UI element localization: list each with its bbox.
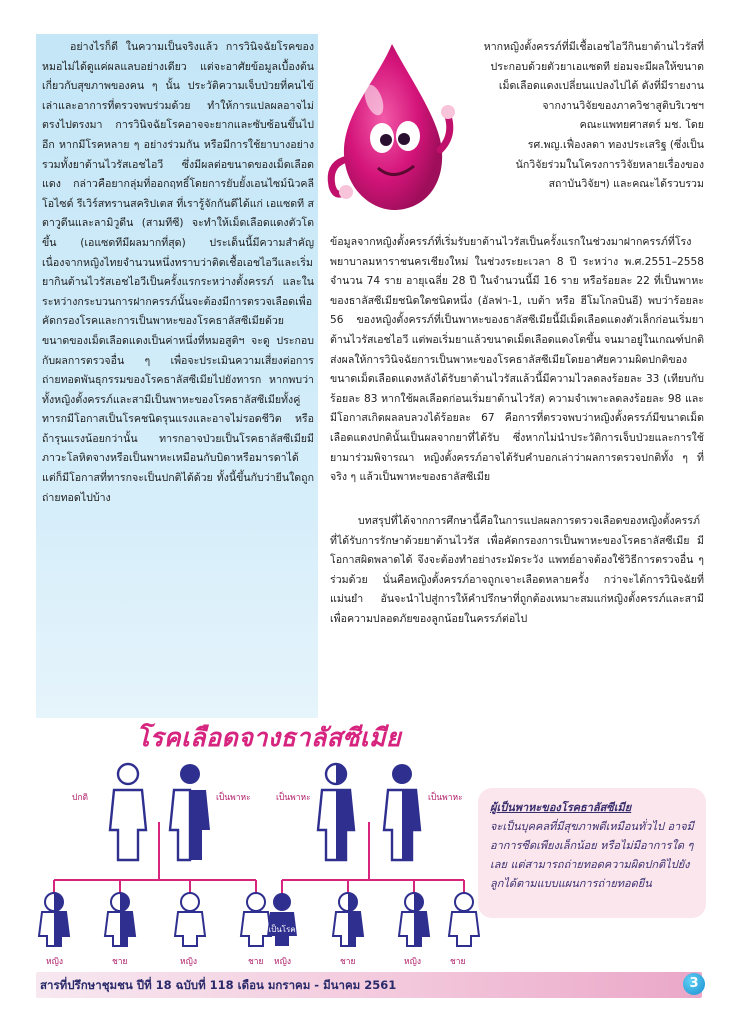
carrier-info-box [478,788,706,918]
right-child-label: หญิง [404,957,421,967]
right-mother-carrier-icon [384,764,420,860]
right-child-carrier-icon [333,893,363,946]
right-main-text [330,233,704,488]
left-child-normal-icon [175,893,205,946]
conclusion-paragraph: บทสรุปที่ได้จากการศึกษานี้คือในการแปลผลการตรวจเลือดของหญิงตั้งครรภ์ที่ได้รับการรักษาด้วยยาต้านไวรัส เพื่อคัดกรองการเป็นพาหะของโรคธาลัสซีเมีย มีโอกาสผิดพลาดได้ จึงจะต้องทำอย่างระมัดระวัง แพทย์อาจต้องใช้วิธีการตรวจอื่น ๆ ร่วมด้วย นั่นคือหญิงตั้งครรภ์อาจถูกเจาะเลือดหลายครั้ง กว่าจะได้การวินิจฉัยที่แม่นยำ อันจะนำไปสู่การให้คำปรึกษาที่ถูกต้องเหมาะสมแก่หญิงตั้งครรภ์และสามี เพื่อความปลอดภัยของลูกน้อยในครรภ์ต่อไป [330,515,704,625]
left-child-carrier-icon [39,893,69,946]
right-father-carrier-icon [318,764,354,860]
footer-text: สารที่ปรึกษาชุมชน ปีที่ 18 ฉบับที่ 118 เดือน มกราคม - มีนาคม 2561 [40,978,397,992]
left-paragraph: อย่างไรก็ดี ในความเป็นจริงแล้ว การวินิจฉัยโรคของหมอไม่ได้ดูแค่ผลแลบอย่างเดียว แต่จะอาศัยข้อมูลเบื้องต้นเกี่ยวกับสุขภาพของคน ๆ นั้น ประวัติความเจ็บป่วยที่คนไข้เล่าและอาการที่ตรวจพบร่วมด้วย ทำให้การแปลผลอาจไม่ตรงไปตรงมา การวินิจฉัยโรคอาจจะยากและซับซ้อนขึ้นไปอีก หากมีโรคหลาย ๆ อย่างร่วมกัน หรือมีการใช้ยาบางอย่างรวมทั้งยาต้านไวรัสเอชไอวี ซึ่งมีผลต่อขนาดของเม็ดเลือดแดง กล่าวคือยากลุ่มที่ออกฤทธิ์โดยการยับยั้งเอนไซม์นิวคลีโอไซด์ รีเวิร์สทรานสคริปเตส ที่เรารู้จักกันดีได้แก่ เอแซดที สตาวูดีนและลามิวูดีน (สามทีซี) จะทำให้เม็ดเลือดแดงตัวโตขึ้น (เอแซดทีมีผลมากที่สุด) ประเด็นนี้มีความสำคัญเนื่องจากหญิงไทยจำนวนหนึ่งทราบว่าติดเชื้อเอชไอวีและเริ่มยากินต้านไวรัสเอชไอวีเป็นครั้งแรกระหว่างตั้งครรภ์ และในระหว่างกระบวนการฝากครรภ์นั้นจะต้องมีการตรวจเลือดเพื่อคัดกรองโรคและการเป็นพาหะของโรคธาลัสซีเมียด้วย ขนาดของเม็ดเลือดแดงเป็นค่าหนึ่งที่หมอสูติฯ จะดู ประกอบกับผลการตรวจอื่น ๆ เพื่อจะประเมินความเสี่ยงต่อการถ่ายทอดพันธุกรรมของโรคธาลัสซีเมียไปยังทารก หากพบว่าทั้งหญิงตั้งครรภ์และสามีเป็นพาหะของโรคธาลัสซีเมียทั้งคู่ ทารกมีโอกาสเป็นโรคชนิดรุนแรงและอาจไม่รอดชีวิต หรือถ้ารุนแรงน้อยกว่านั้น ทารกอาจป่วยเป็นโรคธาลัสซีเมียมีภาวะโลหิตจางหรือเป็นพาหะเหมือนกับบิดาหรือมารดาได้ แต่ก็มีโอกาสที่ทารกจะเป็นปกติได้ด้วย ทั้งนี้ขึ้นกับว่ายีนใดถูกถ่ายทอดไปบ้าง [42,41,315,504]
diagram-title: โรคเลือดจางธาลัสซีเมีย [136,723,402,752]
narrow-line: เม็ดเลือดแดงเปลี่ยนแปลงไปได้ ดังที่มีรายงาน [498,80,704,93]
narrow-line: หากหญิงตั้งครรภ์ที่มีเชื้อเอชไอวีกินยาต้านไวรัสที่ [483,41,704,53]
left-child-label: หญิง [180,957,197,967]
narrow-line: สถาบันวิจัยฯ) และคณะได้รวบรวม [548,178,704,191]
left-child-label: หญิง [46,957,63,967]
right-child-carrier-icon [399,893,429,946]
pedigree-diagram [30,752,480,982]
right-child-normal-icon [449,893,479,946]
narrow-line: รศ.พญ.เฟื่องลดา ทองประเสริฐ (ซึ่งเป็น [527,138,704,151]
right-paragraph: ข้อมูลจากหญิงตั้งครรภ์ที่เริ่มรับยาต้านไวรัสเป็นครั้งแรกในช่วงมาฝากครรภ์ที่โรงพยาบาลมหาราชนครเชียงใหม่ ในช่วงระยะเวลา 8 ปี ระหว่าง พ.ศ.2551–2558 จำนวน 74 ราย อายุเฉลี่ย 28 ปี ในจำนวนนี้มี 16 ราย หรือร้อยละ 22 ที่เป็นพาหะของธาลัสซีเมียชนิดใดชนิดหนึ่ง (อัลฟา-1, เบต้า หรือ ฮีโมโกลบินอี) พบว่าร้อยละ 56 ของหญิงตั้งครรภ์ที่เป็นพาหะของธาลัสซีเมียนี้มีเม็ดเลือดแดงตัวเล็กก่อนเริ่มยาต้านไวรัสเอชไอวี แต่พอเริ่มยาแล้วขนาดเม็ดเลือดแดงโตขึ้น จนมาอยู่ในเกณฑ์ปกติ ส่งผลให้การวินิจฉัยการเป็นพาหะของโรคธาลัสซีเมียโดยอาศัยความผิดปกติของขนาดเม็ดเลือดแดงหลังได้รับยาต้านไวรัสแล้วนี้มีความไวลดลงร้อยละ 33 (เทียบกับร้อยละ 83 หากใช้ผลเลือดก่อนเริ่มยาต้านไวรัส) ความจำเพาะลดลงร้อยละ 98 และมีโอกาสเกิดผลลบลวงได้ร้อยละ 67 คือการที่ตรวจพบว่าหญิงตั้งครรภ์มีขนาดเม็ดเลือดแดงปกตินั้นเป็นผลจากยาที่ได้รับ ซึ่งหากไม่นำประวัติการเจ็บป่วยและการใช้ยามาร่วมพิจารณา หญิงตั้งครรภ์อาจได้รับคำบอกเล่าว่าผลการตรวจปกติทั้ง ๆ ที่จริง ๆ แล้วเป็นพาหะของธาลัสซีเมีย [330,236,704,484]
left-parent-label-carrier: เป็นพาหะ [216,793,251,803]
info-box-heading: ผู้เป็นพาหะของโรคธาลัสซีเมีย [490,801,632,814]
narrow-line: ประกอบด้วยตัวยาเอแซดที ย่อมจะมีผลให้ขนาด [490,60,704,73]
right-parent-label-carrier: เป็นพาหะ [428,793,463,803]
right-child-label: ชาย [450,957,466,967]
right-parent-label-carrier: เป็นพาหะ [276,793,311,803]
left-child-label: ชาย [112,957,128,967]
left-father-normal-icon [110,764,146,860]
right-narrow-text [458,38,704,195]
left-child-carrier-icon [105,893,135,946]
conclusion-text [330,512,704,630]
footer-bar [36,972,702,998]
right-child-sick-icon [267,893,297,946]
blood-drop-mascot-icon [322,40,458,220]
right-child-label: หญิง [274,957,291,967]
info-box-body: จะเป็นบุคคลที่มีสุขภาพดีเหมือนทั่วไป อาจมีอาการซีดเพียงเล็กน้อย หรือไม่มีอาการใด ๆ เลย แต่สามารถถ่ายทอดความผิดปกติไปยังลูกได้ตามแบบแผนการถ่ายทอดยีน [490,820,694,890]
left-column-text [42,38,314,508]
narrow-line: จากงานวิจัยของภาควิชาสูติบริเวชฯ [542,99,704,112]
left-mother-carrier-icon [170,764,210,860]
narrow-line: คณะแพทยศาสตร์ มช. โดย [579,119,704,132]
narrow-line: นักวิจัยร่วมในโครงการวิจัยหลายเรื่องของ [515,158,704,171]
right-child-label: ชาย [340,957,356,967]
left-child-label: ชาย [248,957,264,967]
left-parent-label-normal: ปกติ [72,793,89,803]
left-child-normal-icon [241,893,271,946]
sick-label: เป็นโรค [268,925,296,934]
page-number: 3 [683,973,705,995]
